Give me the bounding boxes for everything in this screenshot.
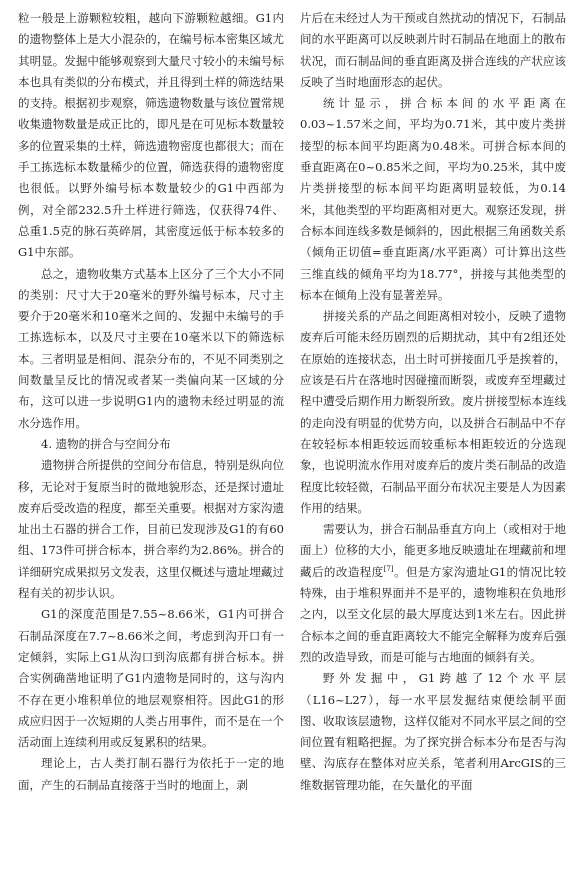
paragraph [300,519,566,668]
right-column [300,8,566,884]
paragraph: 拼接关系的产品之间距离相对较小，反映了遗物废弃后可能未经历剧烈的后期扰动，其中有2组还处在原始的连接状态，出土时可拼接面几乎是挨着的，应该是石片在落地时因碰撞而断裂，或废弃至埋藏过程中遭受后期作用力断裂所致。废片拼接型标本连线的走向没有明显的优势方向，以及拼合石制品中不存在较轻标本相距较远而较重标本相距较近的分选现象，也说明流水作用对废弃后的废片类石制品的改造程度比较轻微，石制品平面分布状况主要是人为因素作用的结果。 [300,309,566,515]
paragraph: 理论上，古人类打制石器行为依托于一定的地面，产生的石制品直接落于当时的地面上，剥 [18,756,284,792]
paragraph-text: 需要认为，拼合石制品垂直方向上（或相对于地面上）位移的大小，能更多地反映遗址在埋藏前和埋藏后的改造程度 [300,522,566,579]
section-heading: 4. 遗物的拼合与空间分布 [41,436,171,451]
paragraph-text: 。但是方家沟遗址G1的情况比较特殊，由于堆积界面并不是平的，遗物堆积在负地形之内，以至文化层的最大厚度达到1米左右。因此拼合标本之间的垂直距离较大不能完全解释为废弃后强烈的改造导致，而是可能与古地面的倾斜有关。 [300,564,566,664]
paragraph: 总之，遗物收集方式基本上区分了三个大小不同的类别：尺寸大于20毫米的野外编号标本，尺寸主要介于20毫米和10毫米之间的、发掘中未编号的手工拣选标本，以及尺寸主要在10毫米以下的筛选标本。三者明显是相间、混杂分布的，不见不同类别之间数量呈反比的情况或者某一类偏向某一区域的分布，这可以进一步说明G1内的遗物未经过明显的流水分选作用。 [18,266,284,430]
paragraph: 野外发掘中，G1跨越了12个水平层（L16~L27），每一水平层发掘结束便绘制平面图、收取该层遗物，这样仅能对不同水平层之间的空间位置有粗略把握。为了探究拼合标本分布是否与沟壁、沟底存在整体对应关系，笔者利用ArcGIS的三维数据管理功能，在矢量化的平面 [300,671,566,792]
paragraph: 遗物拼合所提供的空间分布信息，特别是纵向位移，无论对于复原当时的微地貌形态，还是探讨遗址废弃后受改造的程度，都至关重要。根据对方家沟遗址出土石器的拼合工作，目前已发现涉及G1的有60组、173件可拼合标本，拼合率约为2.86%。拼合的详细研究成果拟另文发表，这里仅概述与遗址埋藏过程有关的初步认识。 [18,458,284,601]
paragraph: 粒一般是上游颗粒较粗，越向下游颗粒越细。G1内的遗物整体上是大小混杂的，在编号标本密集区域尤其明显。发掘中能够观察到大量尺寸较小的未编号标本也具有类似的分布模式，并且得到土样的筛选结果的支持。根据初步观察，筛选遗物数量与该位置常规收集遗物数量是成正比的，即凡是在可见标本数量较多的位置采集的土样，筛选遗物密度也都很大；而在手工拣选标本数量稀少的位置，筛选获得的遗物密度也很低。以野外编号标本数量较少的G1中西部为例，对全部232.5升土样进行筛选，仅获得74件、总重1.5克的脉石英碎屑，其密度远低于标本较多的G1中东部。 [18,11,284,260]
paragraph: G1的深度范围是7.55~8.66米，G1内可拼合石制品深度在7.7~8.66米之间，考虑到沟开口有一定倾斜，实际上G1从沟口到沟底都有拼合标本。拼合实例确凿地证明了G1内遗物是同时的，这与沟内不存在更小堆积单位的地层观察相符。因此G1的形成应归因于一次短期的人类占用事件，而不是在一个活动面上连续利用或反复累积的结果。 [18,607,284,750]
citation-reference: [7] [383,564,394,573]
left-column [18,8,284,884]
paragraph: 片后在未经过人为干预或自然扰动的情况下，石制品间的水平距离可以反映剥片时石制品在地面上的散布状况，而石制品间的垂直距离及拼合连线的产状应该反映了当时地面形态的起伏。 [300,11,566,89]
paragraph: 统计显示，拼合标本间的水平距离在0.03~1.57米之间，平均为0.71米，其中废片类拼接型的标本间平均距离为0.48米。可拼合标本间的垂直距离在0~0.85米之间，平均为0.25米，其中废片类拼接型的标本间平均距离明显较低，为0.14米，其他类型的平均距离相对更大。观察还发现，拼合标本间连线多数是倾斜的，因此根据三角函数关系（倾角正切值=垂直距离/水平距离）可计算出这些三维直线的倾角平均为18.77°，拼接与其他类型的标本在倾角上没有显著差异。 [300,96,566,302]
